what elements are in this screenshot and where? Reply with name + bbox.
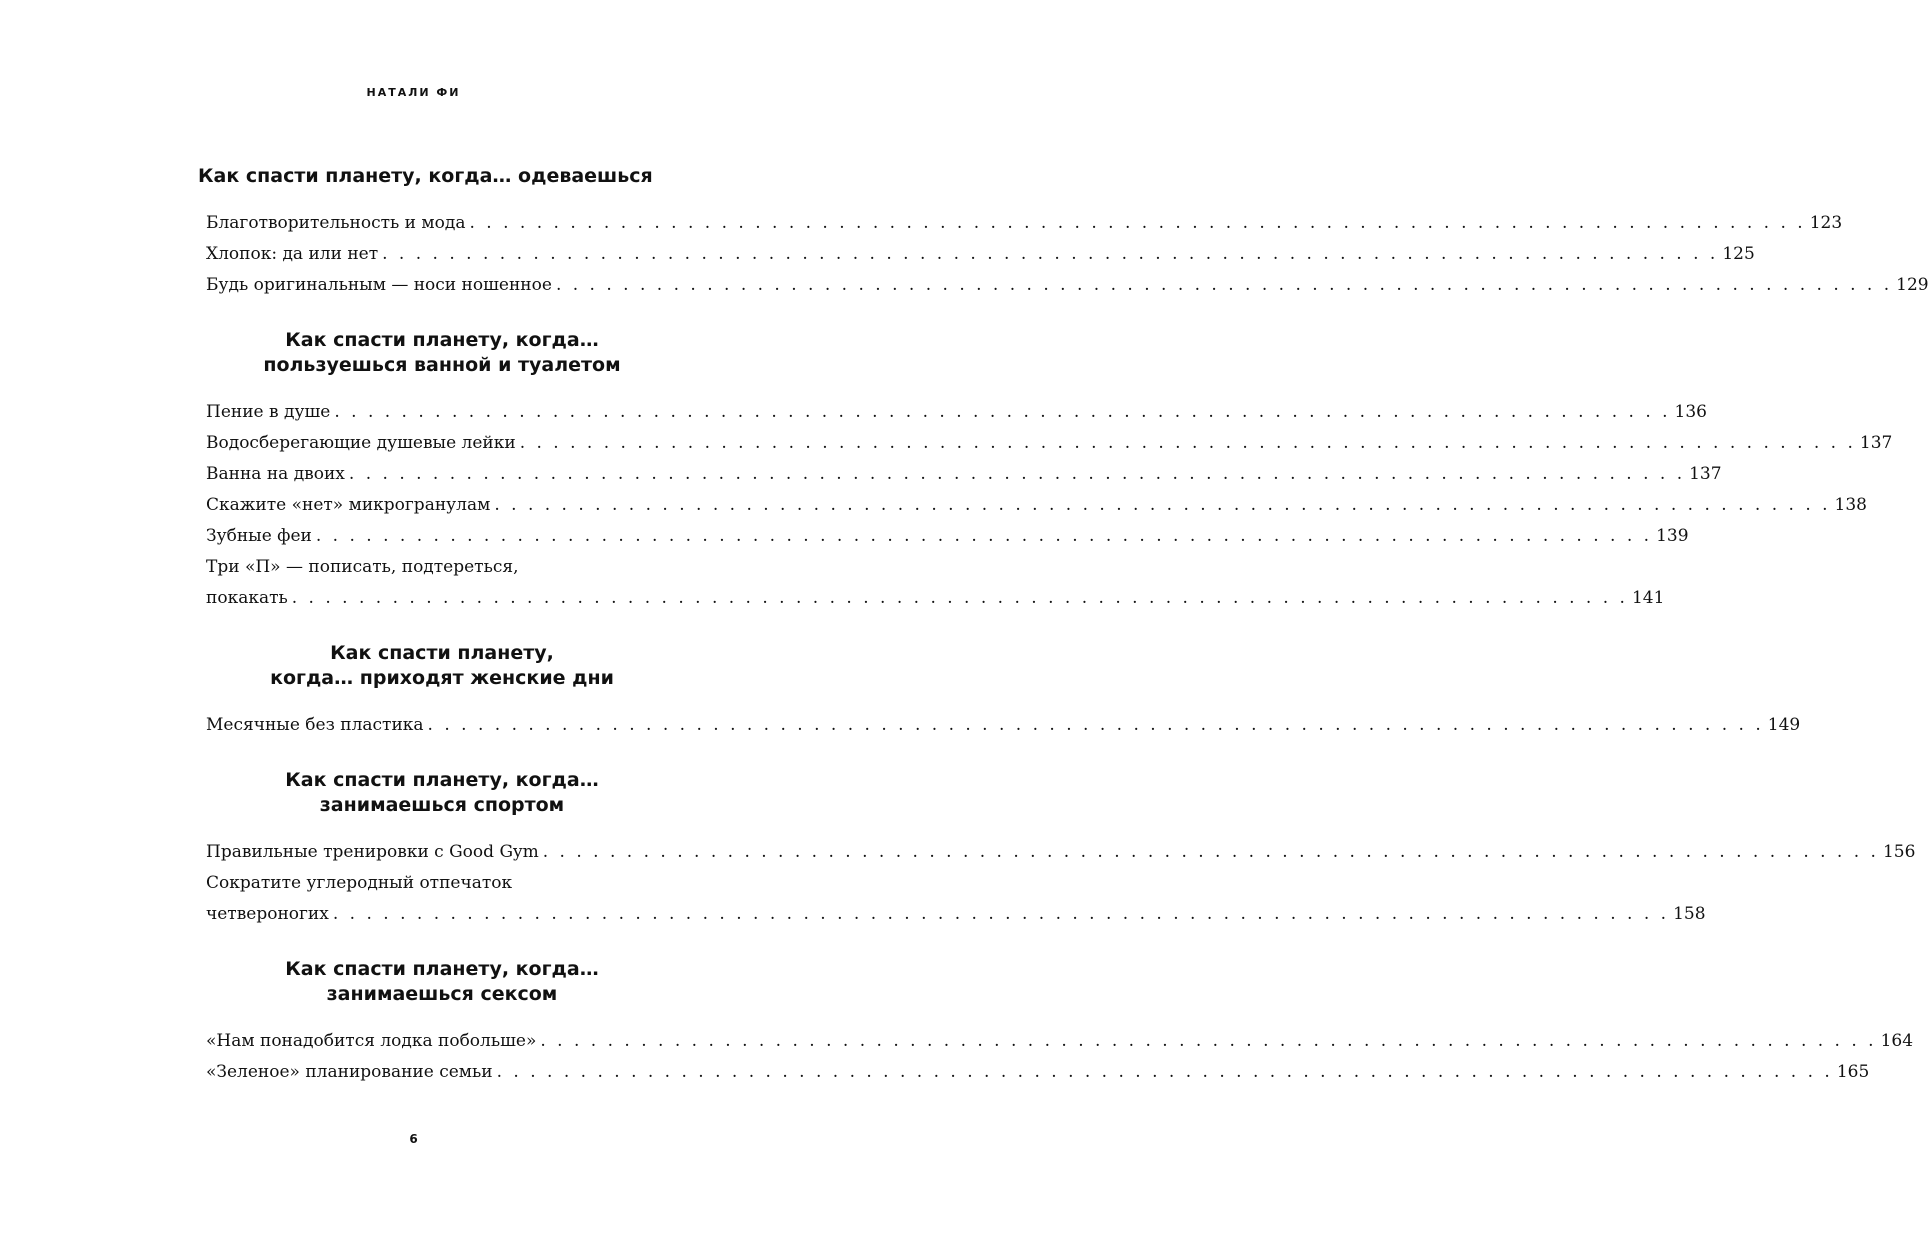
dot-leader: . . . . . . . . . . . . . . . . . . . . . . . . . . . . . . . . . . . . . . . . . . . . . . . . . . . . . . . . . . . . . . . . . . . . . . . . . . . . . . . . xyxy=(542,842,1879,862)
dot-leader: . . . . . . . . . . . . . . . . . . . . . . . . . . . . . . . . . . . . . . . . . . . . . . . . . . . . . . . . . . . . . . . . . . . . . . . . . . . . . . . . xyxy=(348,464,1686,484)
page-number: 6 xyxy=(409,1132,418,1146)
toc-entry xyxy=(206,837,1916,868)
section-title-line: Как спасти планету, когда… xyxy=(285,329,599,351)
entry-title: Скажите «нет» микрогранулам xyxy=(206,495,491,515)
entry-title: «Зеленое» планирование семьи xyxy=(206,1062,493,1082)
dot-leader: . . . . . . . . . . . . . . . . . . . . . . . . . . . . . . . . . . . . . . . . . . . . . . . . . . . . . . . . . . . . . . . . . . . . . . . . . . . . . . . . xyxy=(315,526,1653,546)
entry-page-number: 129 xyxy=(1896,275,1929,295)
dot-leader: . . . . . . . . . . . . . . . . . . . . . . . . . . . . . . . . . . . . . . . . . . . . . . . . . . . . . . . . . . . . . . . . . . . . . . . . . . . . . . . . xyxy=(334,402,1671,422)
dot-leader: . . . . . . . . . . . . . . . . . . . . . . . . . . . . . . . . . . . . . . . . . . . . . . . . . . . . . . . . . . . . . . . . . . . . . . . . . . . . . . . . xyxy=(469,213,1806,233)
entry-title: покакать xyxy=(206,588,288,608)
toc-section xyxy=(198,164,1929,301)
section-title xyxy=(206,957,678,1007)
entry-page-number: 137 xyxy=(1689,464,1722,484)
entry-page-number: 165 xyxy=(1836,1062,1870,1082)
entry-title: Правильные тренировки с Good Gym xyxy=(206,842,539,862)
entry-page-number: 156 xyxy=(1882,842,1916,862)
dot-leader: . . . . . . . . . . . . . . . . . . . . . . . . . . . . . . . . . . . . . . . . . . . . . . . . . . . . . . . . . . . . . . . . . . . . . . . . . . . . . . . . xyxy=(332,904,1670,924)
toc-entry xyxy=(206,583,1665,614)
toc-section xyxy=(206,641,1801,741)
entry-title: Водосберегающие душевые лейки xyxy=(206,433,516,453)
section-title xyxy=(206,641,678,691)
entry-title: Будь оригинальным — носи ношенное xyxy=(206,275,552,295)
entry-page-number: 139 xyxy=(1656,526,1689,546)
entry-list xyxy=(206,1026,1914,1088)
dot-leader: . . . . . . . . . . . . . . . . . . . . . . . . . . . . . . . . . . . . . . . . . . . . . . . . . . . . . . . . . . . . . . . . . . . . . . . . . . . . . . . . xyxy=(496,1062,1833,1082)
entry-page-number: 149 xyxy=(1767,715,1801,735)
section-title-line: когда… приходят женские дни xyxy=(270,667,614,689)
dot-leader: . . . . . . . . . . . . . . . . . . . . . . . . . . . . . . . . . . . . . . . . . . . . . . . . . . . . . . . . . . . . . . . . . . . . . . . . . . . . . . . . xyxy=(540,1031,1877,1051)
section-title-line: занимаешься сексом xyxy=(326,983,558,1005)
entry-title: Благотворительность и мода xyxy=(206,213,466,233)
section-title xyxy=(206,768,678,818)
entry-title: Ванна на двоих xyxy=(206,464,345,484)
toc-entry xyxy=(206,459,1722,490)
toc-entry xyxy=(206,1057,1870,1088)
toc-entry xyxy=(206,397,1707,428)
toc-entry xyxy=(206,490,1867,521)
entry-list xyxy=(206,710,1801,741)
section-title-line: Как спасти планету, когда… xyxy=(285,958,599,980)
entry-page-number: 138 xyxy=(1834,495,1867,515)
section-title xyxy=(198,164,678,189)
toc-entry xyxy=(206,1026,1914,1057)
toc-entry xyxy=(206,521,1689,552)
toc-entry xyxy=(206,710,1801,741)
entry-title-first-line: Три «П» — пописать, подтереться, xyxy=(206,557,519,577)
entry-title: Месячные без пластика xyxy=(206,715,424,735)
entry-page-number: 125 xyxy=(1722,244,1755,264)
entry-title: Пение в душе xyxy=(206,402,331,422)
entry-list xyxy=(206,837,1916,930)
section-title-line: Как спасти планету, когда… одеваешься xyxy=(198,165,653,187)
entry-page-number: 164 xyxy=(1880,1031,1914,1051)
toc-entry xyxy=(206,239,1755,270)
entry-title-first-line: Сократите углеродный отпечаток xyxy=(206,873,513,893)
section-title xyxy=(206,328,678,378)
entry-list xyxy=(206,208,1929,301)
section-title-line: Как спасти планету, когда… xyxy=(285,769,599,791)
dot-leader: . . . . . . . . . . . . . . . . . . . . . . . . . . . . . . . . . . . . . . . . . . . . . . . . . . . . . . . . . . . . . . . . . . . . . . . . . . . . . . . . xyxy=(427,715,1764,735)
entry-page-number: 141 xyxy=(1631,588,1665,608)
toc-section xyxy=(206,957,1914,1088)
table-of-contents xyxy=(198,164,1929,1088)
entry-list xyxy=(206,397,1893,614)
entry-title: «Нам понадобится лодка побольше» xyxy=(206,1031,537,1051)
entry-page-number: 123 xyxy=(1809,213,1843,233)
entry-title: Зубные феи xyxy=(206,526,312,546)
toc-section xyxy=(206,328,1893,614)
dot-leader: . . . . . . . . . . . . . . . . . . . . . . . . . . . . . . . . . . . . . . . . . . . . . . . . . . . . . . . . . . . . . . . . . . . . . . . . . . . . . . . . xyxy=(291,588,1628,608)
entry-title: Хлопок: да или нет xyxy=(206,244,379,264)
toc-entry xyxy=(206,899,1706,930)
running-head: НАТАЛИ ФИ xyxy=(366,86,461,99)
section-title-line: занимаешься спортом xyxy=(319,794,565,816)
dot-leader: . . . . . . . . . . . . . . . . . . . . . . . . . . . . . . . . . . . . . . . . . . . . . . . . . . . . . . . . . . . . . . . . . . . . . . . . . . . . . . . . xyxy=(494,495,1831,515)
toc-entry xyxy=(206,428,1893,459)
entry-page-number: 137 xyxy=(1859,433,1893,453)
section-title-line: Как спасти планету, xyxy=(330,642,554,664)
dot-leader: . . . . . . . . . . . . . . . . . . . . . . . . . . . . . . . . . . . . . . . . . . . . . . . . . . . . . . . . . . . . . . . . . . . . . . . . . . . . . . . . xyxy=(555,275,1893,295)
toc-entry xyxy=(206,270,1929,301)
toc-section xyxy=(206,768,1916,930)
entry-page-number: 158 xyxy=(1673,904,1706,924)
dot-leader: . . . . . . . . . . . . . . . . . . . . . . . . . . . . . . . . . . . . . . . . . . . . . . . . . . . . . . . . . . . . . . . . . . . . . . . . . . . . . . . . xyxy=(382,244,1719,264)
toc-entry xyxy=(206,208,1843,239)
entry-page-number: 136 xyxy=(1674,402,1707,422)
section-title-line: пользуешься ванной и туалетом xyxy=(263,354,621,376)
entry-title: четвероногих xyxy=(206,904,329,924)
dot-leader: . . . . . . . . . . . . . . . . . . . . . . . . . . . . . . . . . . . . . . . . . . . . . . . . . . . . . . . . . . . . . . . . . . . . . . . . . . . . . . . . xyxy=(519,433,1856,453)
